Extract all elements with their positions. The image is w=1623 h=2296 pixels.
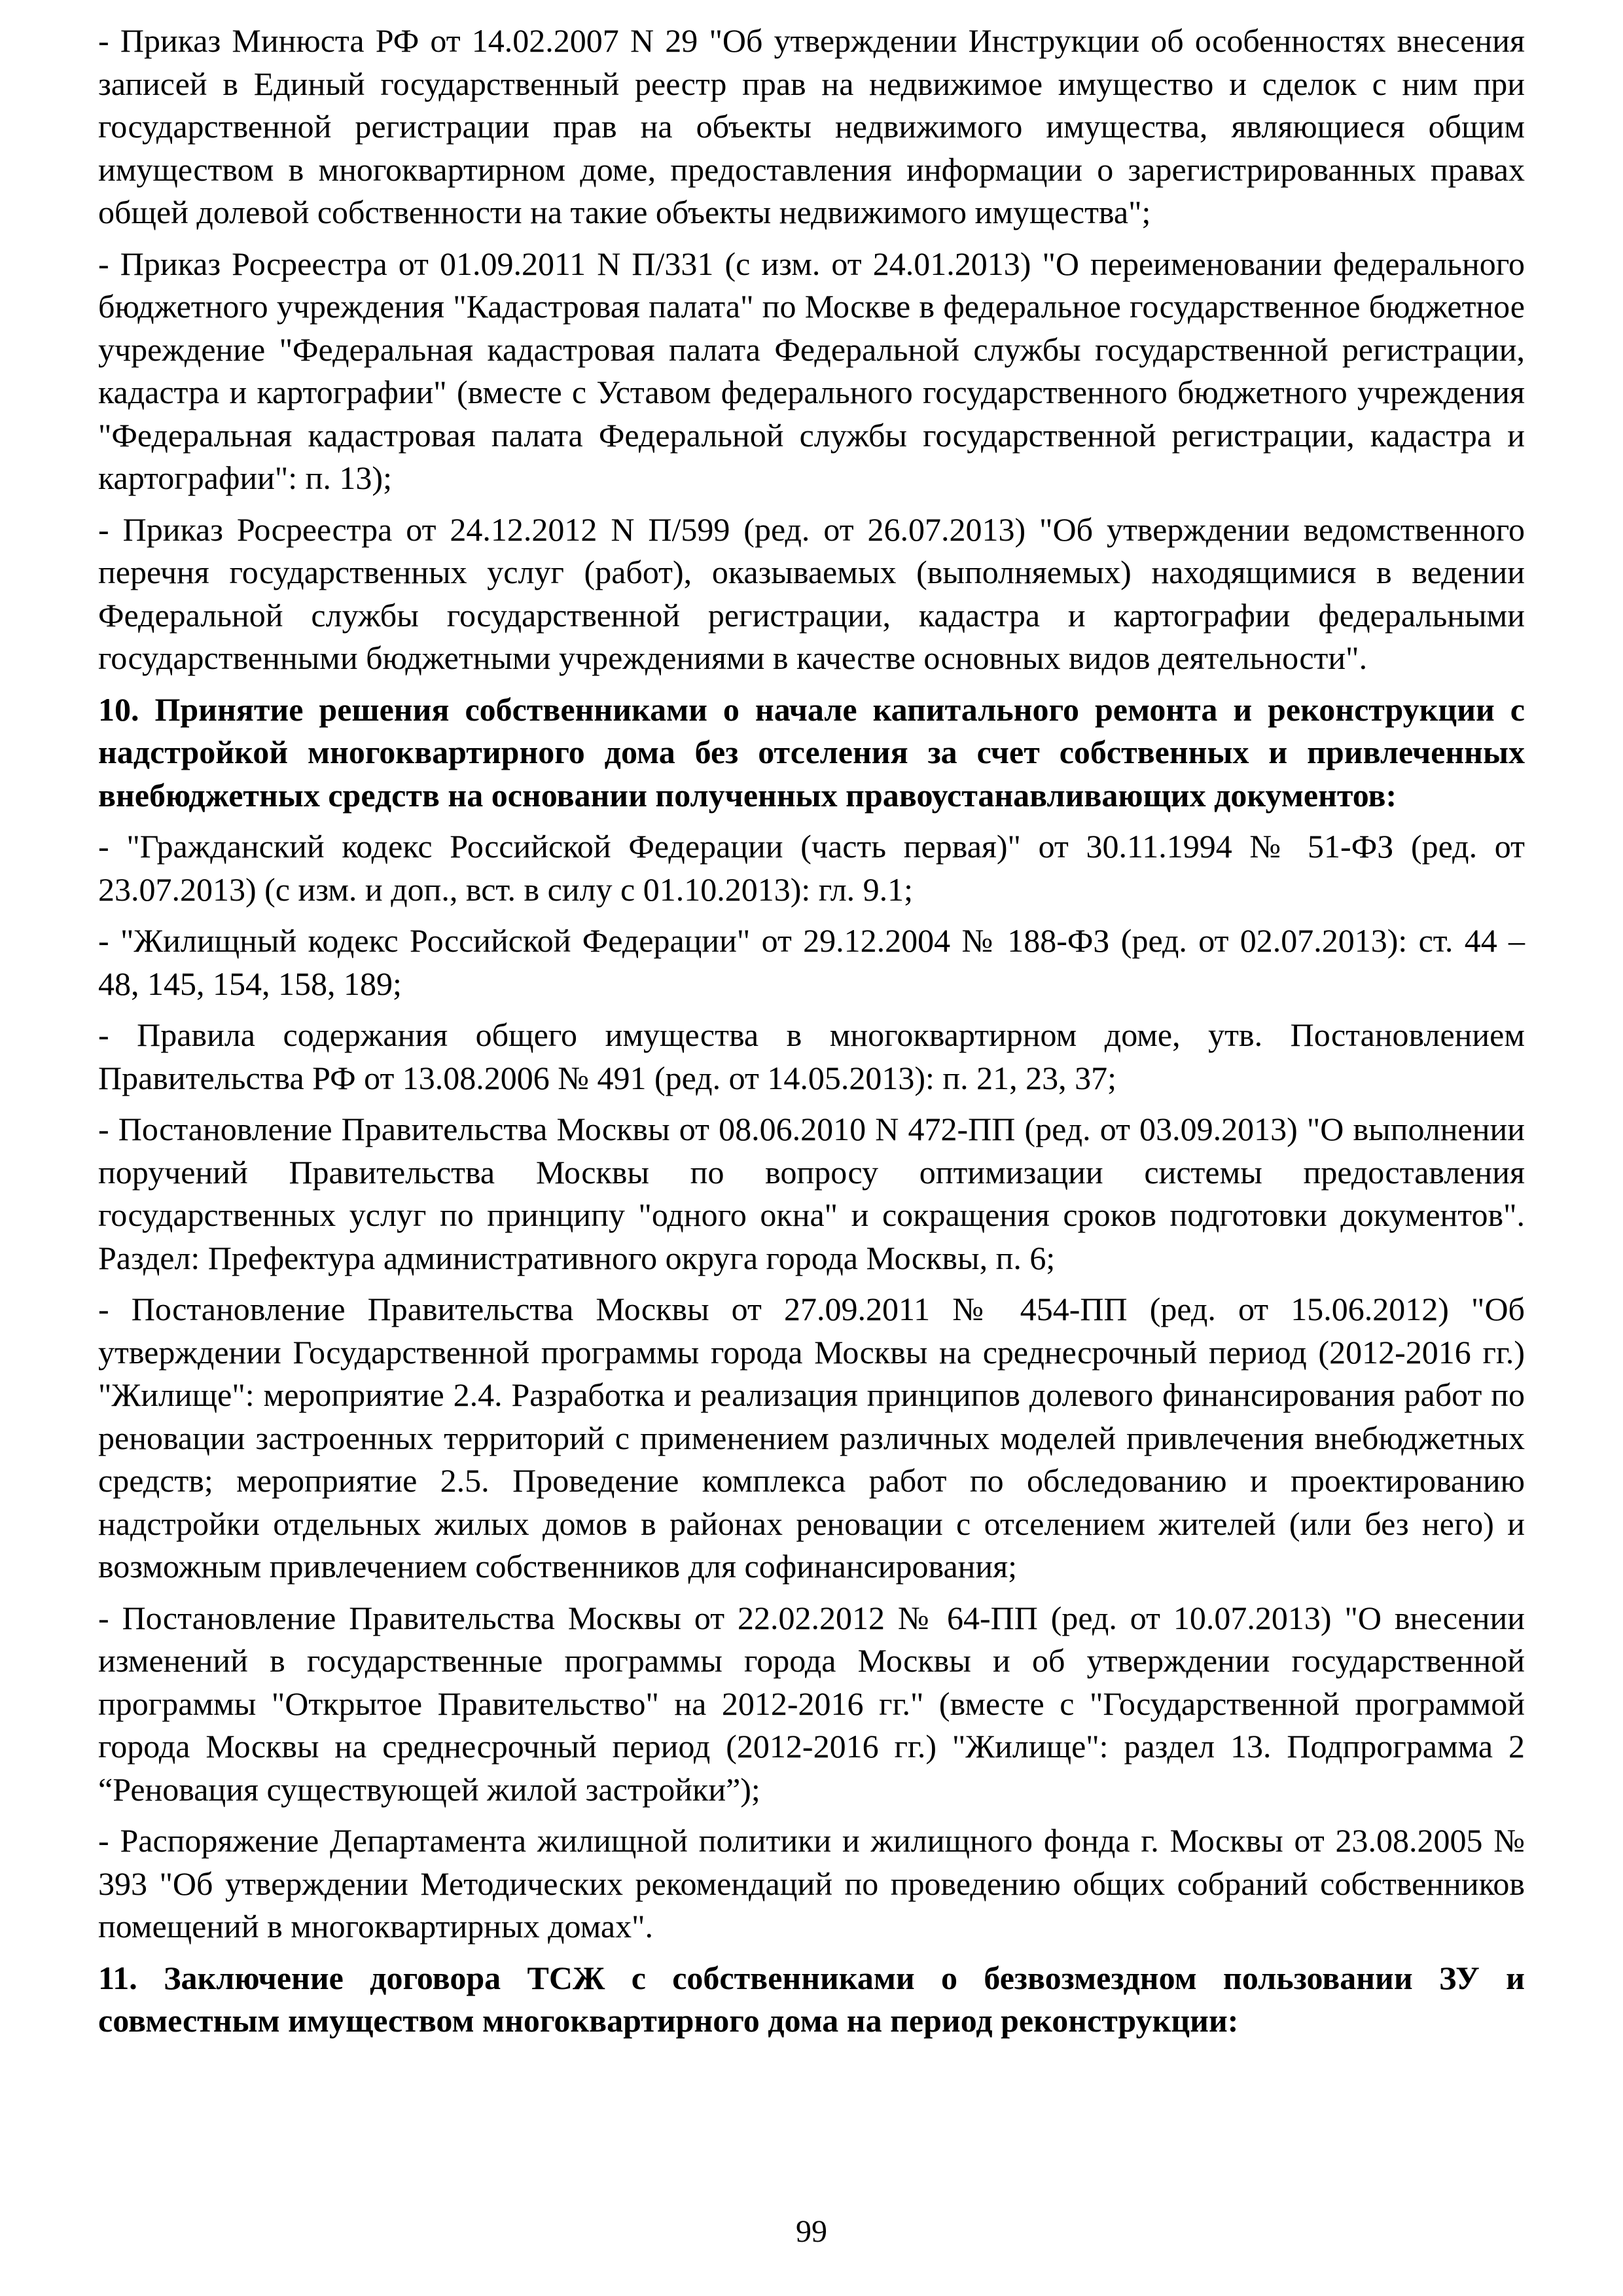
page-number: 99 bbox=[796, 2214, 827, 2249]
paragraph-order-minjust: - Приказ Минюста РФ от 14.02.2007 N 29 "Об утверждении Инструкции об особенностях внесения записей в Единый государственный реестр прав на недвижимое имущество и сделок с ним при государственной регистрации прав на объекты недвижимого имущества, являющиеся общим имуществом в многоквартирном доме, предоставления информации о зарегистрированных правах общей долевой собственности на такие объекты недвижимого имущества"; bbox=[98, 22, 1525, 230]
paragraph-order-393: - Распоряжение Департамента жилищной политики и жилищного фонда г. Москвы от 23.08.2005 № 393 "Об утверждении Методических рекомендаций по проведению общих собраний собственников помещений в многоквартирных домах". bbox=[98, 1822, 1525, 1945]
paragraph-order-rosreestr-331: - Приказ Росреестра от 01.09.2011 N П/331 (с изм. от 24.01.2013) "О переименовании федерального бюджетного учреждения "Кадастровая палата" по Москве в федеральное государственное бюджетное учреждение "Федеральная кадастровая палата Федеральной службы государственной регистрации, кадастра и картографии" (вместе с Уставом федерального государственного бюджетного учреждения "Федеральная кадастровая палата Федеральной службы государственной регистрации, кадастра и картографии": п. 13); bbox=[98, 245, 1525, 496]
paragraph-civil-code: - "Гражданский кодекс Российской Федерации (часть первая)" от 30.11.1994 № 51-ФЗ (ред. от 23.07.2013) (с изм. и доп., вст. в силу с 01.10.2013): гл. 9.1; bbox=[98, 828, 1525, 908]
paragraph-maintenance-rules: - Правила содержания общего имущества в многоквартирном доме, утв. Постановлением Правительства РФ от 13.08.2006 № 491 (ред. от 14.05.2013): п. 21, 23, 37; bbox=[98, 1016, 1525, 1096]
paragraph-housing-code: - "Жилищный кодекс Российской Федерации" от 29.12.2004 № 188-ФЗ (ред. от 02.07.2013): ст. 44 – 48, 145, 154, 158, 189; bbox=[98, 922, 1525, 1002]
paragraph-resolution-472: - Постановление Правительства Москвы от 08.06.2010 N 472-ПП (ред. от 03.09.2013) "О выполнении поручений Правительства Москвы по вопросу оптимизации системы предоставления государственных услуг по принципу "одного окна" и сокращения сроков подготовки документов". Раздел: Префектура административного округа города Москвы, п. 6; bbox=[98, 1111, 1525, 1276]
section-10-heading: 10. Принятие решения собственниками о начале капитального ремонта и реконструкции с надстройкой многоквартирного дома без отселения за счет собственных и привлеченных внебюджетных средств на основании полученных правоустанавливающих документов: bbox=[98, 691, 1525, 814]
paragraph-order-rosreestr-599: - Приказ Росреестра от 24.12.2012 N П/599 (ред. от 26.07.2013) "Об утверждении ведомственного перечня государственных услуг (работ), оказываемых (выполняемых) находящимися в ведении Федеральной службы государственной регистрации, кадастра и картографии федеральными государственными бюджетными учреждениями в качестве основных видов деятельности". bbox=[98, 511, 1525, 676]
document-page bbox=[98, 20, 1525, 2051]
section-11-heading: 11. Заключение договора ТСЖ с собственниками о безвозмездном пользовании ЗУ и совместным имуществом многоквартирного дома на период реконструкции: bbox=[98, 1959, 1525, 2039]
paragraph-resolution-454: - Постановление Правительства Москвы от 27.09.2011 № 454-ПП (ред. от 15.06.2012) "Об утверждении Государственной программы города Москвы на среднесрочный период (2012-2016 гг.) "Жилище": мероприятие 2.4. Разработка и реализация принципов долевого финансирования работ по реновации застроенных территорий с применением различных моделей привлечения внебюджетных средств; мероприятие 2.5. Проведение комплекса работ по обследованию и проектированию надстройки отдельных жилых домов в районах реновации с отселением жителей (или без него) и возможным привлечением собственников для софинансирования; bbox=[98, 1291, 1525, 1585]
paragraph-resolution-64: - Постановление Правительства Москвы от 22.02.2012 № 64-ПП (ред. от 10.07.2013) "О внесении изменений в государственные программы города Москвы и об утверждении государственной программы "Открытое Правительство" на 2012-2016 гг." (вместе с "Государственной программой города Москвы на среднесрочный период (2012-2016 гг.) "Жилище": раздел 13. Подпрограмма 2 “Реновация существующей жилой застройки”); bbox=[98, 1599, 1525, 1808]
